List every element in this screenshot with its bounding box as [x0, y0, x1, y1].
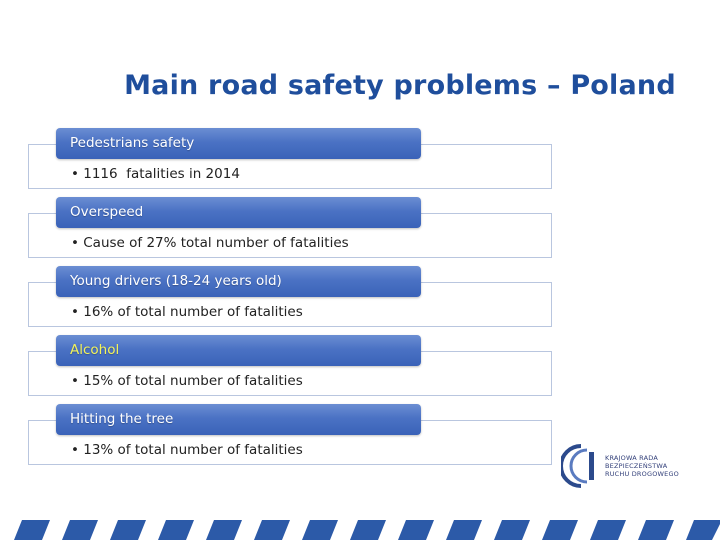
stripe-segment [494, 520, 530, 540]
problem-item-overspeed [28, 197, 552, 266]
road-safety-council-logo [561, 442, 691, 492]
stripe-segment [14, 520, 50, 540]
problem-header-bar [56, 335, 421, 366]
stripe-segment [302, 520, 338, 540]
road-safety-council-logo-icon [561, 442, 603, 490]
problem-item-pedestrians [28, 128, 552, 197]
stripe-segment [206, 520, 242, 540]
decorative-stripe-border [0, 520, 720, 540]
problem-header-bar [56, 404, 421, 435]
stripe-segment [62, 520, 98, 540]
stripe-segment [254, 520, 290, 540]
problem-item-hitting-tree [28, 404, 552, 473]
problem-item-alcohol [28, 335, 552, 404]
problem-list [28, 128, 552, 473]
problem-bullet: • 1116 fatalities in 2014 [71, 166, 240, 182]
slide-title: Main road safety problems – Poland [124, 70, 676, 101]
logo-line: RUCHU DROGOWEGO [605, 470, 680, 478]
problem-bullet: • 15% of total number of fatalities [71, 373, 303, 389]
problem-header-bar [56, 128, 421, 159]
problem-heading: Hitting the tree [70, 411, 174, 427]
stripe-segment [110, 520, 146, 540]
problem-heading: Pedestrians safety [70, 135, 195, 151]
problem-heading: Young drivers (18-24 years old) [70, 273, 282, 289]
stripe-segment [350, 520, 386, 540]
problem-item-young-drivers [28, 266, 552, 335]
stripe-segment [158, 520, 194, 540]
stripe-segment [542, 520, 578, 540]
problem-header-bar [56, 197, 421, 228]
problem-heading: Alcohol [70, 342, 120, 358]
problem-header-bar [56, 266, 421, 297]
problem-bullet: • 13% of total number of fatalities [71, 442, 303, 458]
stripe-segment [446, 520, 482, 540]
problem-bullet: • 16% of total number of fatalities [71, 304, 303, 320]
logo-line: BEZPIECZEŃSTWA [605, 462, 668, 470]
logo-text [605, 454, 679, 478]
stripe-segment [638, 520, 674, 540]
stripe-segment [686, 520, 720, 540]
logo-line: KRAJOWA RADA [605, 454, 659, 462]
stripe-segment [398, 520, 434, 540]
problem-bullet: • Cause of 27% total number of fatalities [71, 235, 349, 251]
stripe-segment [590, 520, 626, 540]
problem-heading: Overspeed [70, 204, 144, 220]
